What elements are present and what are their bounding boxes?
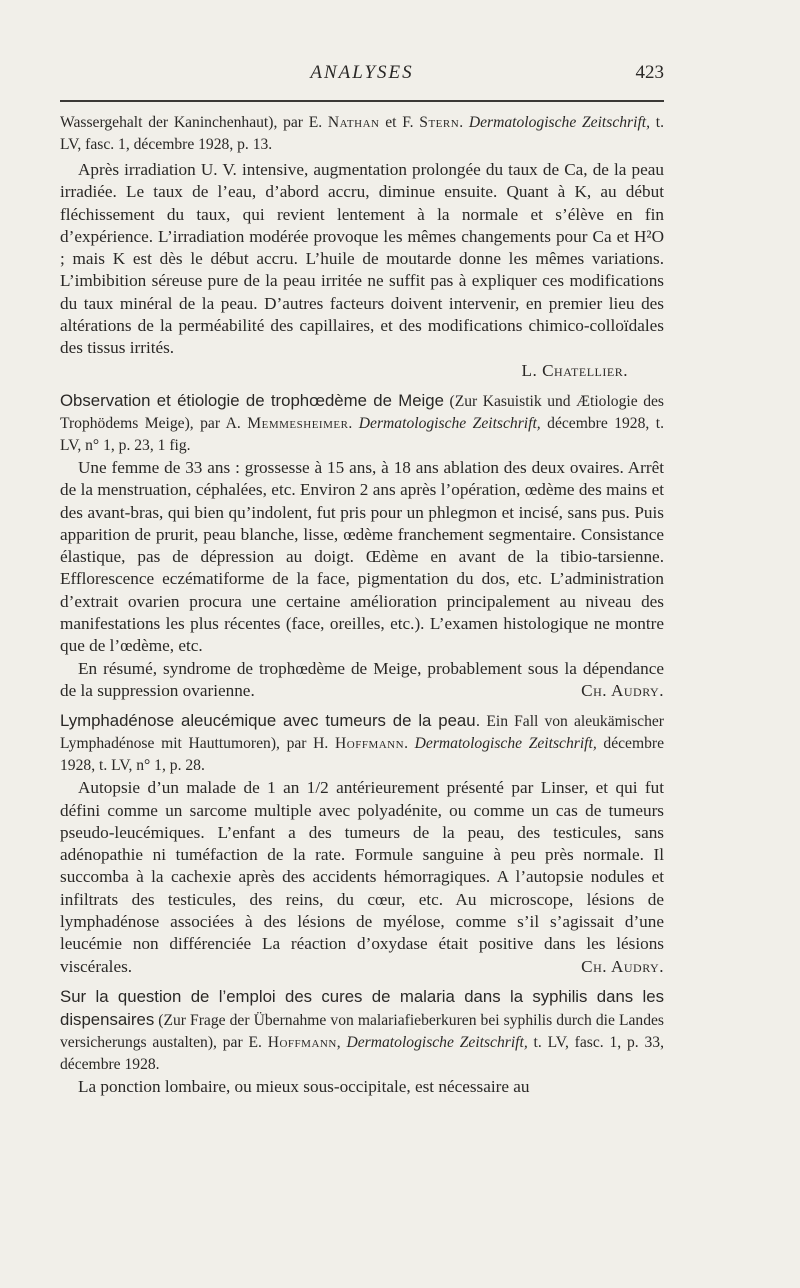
citation-details: décembre 1928, t. LV, n° 1, p. 28. — [60, 735, 665, 775]
citation-text: Wassergehalt der Kaninchenhaut), par E. — [60, 114, 328, 131]
citation-details: t. LV, fasc. 1, décembre 1928, p. 13. — [60, 114, 664, 153]
summary-text: En résumé, syndrome de trophœdème de Meige, probablement sous la dépendance de la suppression ovarienne. — [60, 658, 664, 700]
header-rule — [60, 100, 664, 102]
article-citation — [60, 710, 664, 777]
page-number: 423 — [635, 62, 664, 83]
citation-separator: . — [348, 414, 359, 432]
abstract-text: Autopsie d’un malade de 1 an 1/2 antérieurement présenté par Linser, et qui fut défini comme un sarcome multiple avec polyadénite, ou comme un cas de tumeurs pseudo-leucémiques. L’enfant a des tumeurs de la peau, des testicules, sans adénopathie ni tuméfaction de la rate. Formule sanguine à peu près normale. Il succomba à la cachexie après des accidents hémorragiques. A l’autopsie nodules et infiltrats des testicules, des reins, du cœur, etc. Au microscope, lésions de lymphadénose associées à des lésions de myélose, comme s’il s’agissait d’une leucémie non différenciée La réaction d’oxydase était positive dans les lésions viscérales. — [60, 778, 664, 976]
article-citation — [60, 390, 664, 457]
citation-separator: . — [404, 735, 415, 753]
citation-details: décembre 1928, t. LV, n° 1, p. 23, 1 fig. — [60, 414, 664, 454]
citation-separator: , — [336, 1033, 347, 1051]
abstract-paragraph — [60, 777, 664, 978]
abstract-paragraph: La ponction lombaire, ou mieux sous-occipitale, est nécessaire au — [78, 1076, 530, 1096]
journal-title: Dermatologische Zeitschrift, — [468, 114, 651, 131]
citation-details: t. LV, fasc. 1, p. 33, décembre 1928. — [60, 1033, 664, 1073]
article-malaria — [60, 986, 664, 1098]
citation-text: (Zur Frage der Übernahme von malariafieberkuren bei syphilis durch die Landes versicherungs austalten), par E. — [60, 1011, 664, 1051]
journal-title: Dermatologische Zeitschrift, — [414, 735, 597, 753]
abstract-paragraph — [60, 658, 664, 703]
running-title: ANALYSES — [310, 62, 414, 83]
abstract-paragraph: Une femme de 33 ans : grossesse à 15 ans, à 18 ans ablation des deux ovaires. Arrêt de la menstruation, céphalées, etc. Environ 2 ans après l’opération, œdème des mains et des avant-bras, qui bien qu’indolent, fut pris pour un phlegmon et incisé, sans pus. Puis apparition de prurit, peau blanche, lisse, œdème franchement segmentaire. Consistance élastique, pas de dépression au doigt. Œdème en avant de la tibio-tarsienne. Efflorescence eczématiforme de la face, pigmentation du dos, etc. L’administration d’extrait ovarien procura une certaine amélioration principalement au niveau des manifestations les plus récentes (face, oreilles, etc.). L’examen histologique ne montre que de l’œdème, etc. — [60, 457, 664, 656]
author-name: Stern — [419, 114, 460, 131]
article-heading: Observation et étiologie de trophœdème de Meige — [60, 390, 444, 410]
abstract-paragraph: Après irradiation U. V. intensive, augmentation prolongée du taux de Ca, de la peau irradiée. Le taux de l’eau, d’abord accru, diminue ensuite. Quant à K, au début fléchissement du taux, qui revient lentement à la normale et s’élève en fin d’expérience. L’irradiation modérée provoque les mêmes changements pour Ca et H²O ; mais K est dès le début accru. L’huile de moutarde donne les mêmes variations. L’imbibition séreuse pure de la peau irritée ne suffit pas à expliquer ces modifications du taux minéral de la peau. D’autres facteurs doivent intervenir, en premier lieu des altérations de la perméabilité des capillaires, et des modifications chimico-colloïdales des tissus irrités. — [60, 160, 664, 358]
citation-text: (Zur Kasuistik und Ætiologie des Trophödems Meige), par A. — [60, 392, 664, 432]
article-lymphadenose — [60, 710, 664, 978]
article-citation — [60, 986, 664, 1076]
signature: Ch. Audry. — [581, 956, 664, 976]
citation-text: Ein Fall von aleukämischer Lymphadénose mit Hauttumoren), par H. — [60, 713, 664, 753]
continuation-citation — [60, 112, 664, 156]
page-header — [60, 62, 664, 88]
signature: Ch. Audry. — [581, 680, 664, 700]
page-body — [60, 112, 664, 1098]
author-name: Nathan — [327, 114, 380, 131]
article-trophoedeme — [60, 390, 664, 702]
signature: L. Chatellier. — [521, 360, 628, 380]
author-name: Memmesheimer — [247, 414, 349, 432]
citation-text: . — [459, 114, 469, 131]
author-name: Hoffmann — [267, 1033, 337, 1051]
journal-title: Dermatologische Zeitschrift, — [346, 1033, 528, 1051]
citation-text: et F. — [379, 114, 420, 131]
journal-title: Dermatologische Zeitschrift, — [358, 414, 541, 432]
author-name: Hoffmann — [335, 735, 405, 753]
article-heading: Sur la question de l’emploi des cures de malaria dans la syphilis dans les dispensaires — [60, 986, 664, 1029]
article-heading: Lymphadénose aleucémique avec tumeurs de la peau. — [60, 711, 481, 731]
